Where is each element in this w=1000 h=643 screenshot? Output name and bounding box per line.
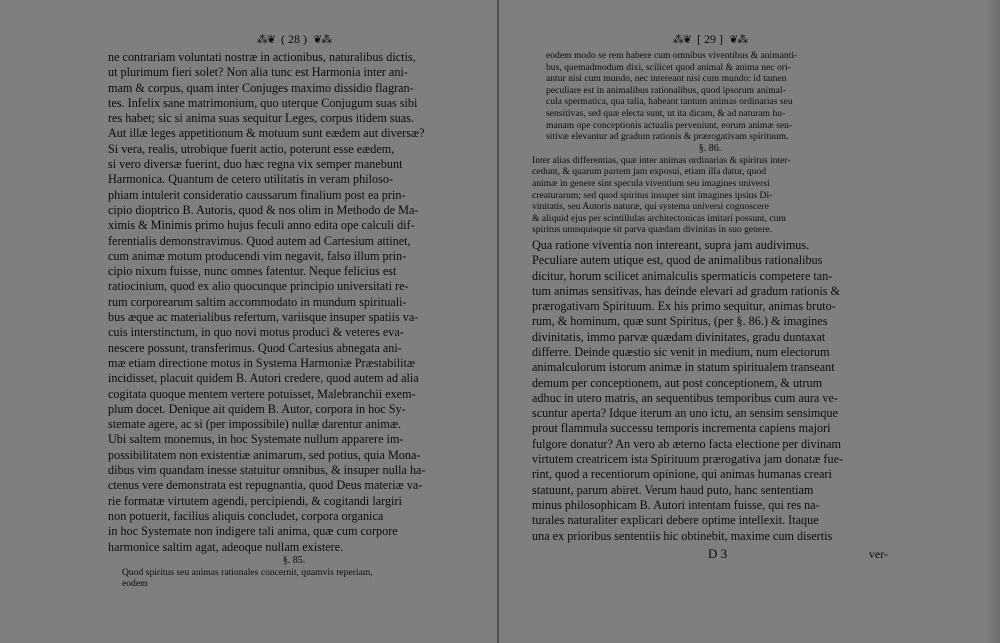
text-line: cipio nixum fuisse, nunc omnes fatentur. Neque felicius est bbox=[108, 264, 397, 279]
section-number: §. 85. bbox=[282, 554, 306, 566]
text-line: una ex prioribus sententiis hic obtinebit, maxime cum disertis bbox=[532, 528, 833, 543]
text-line: minus philosophicam B. Autori intentam fuisse, qui res na- bbox=[532, 497, 820, 512]
page-footer bbox=[532, 546, 888, 562]
text-line: rum corporearum saltim accommodato in mundum spirituali- bbox=[108, 294, 407, 309]
text-line: statuunt, parum abiret. Verum haud puto, hanc sententiam bbox=[532, 482, 814, 497]
text-line: harmonice saltim agat, adeoque nullam existere. bbox=[108, 539, 344, 554]
text-line: dibus vim quandam inesse statuitur omnibus, & insuper nulla ha- bbox=[108, 463, 426, 478]
text-line: vinitatis, seu Autoris naturæ, qui systema universi cognoscere bbox=[532, 201, 769, 213]
right-quote-text-1 bbox=[532, 50, 888, 143]
ornament-left: ⁂❦ bbox=[256, 33, 275, 46]
catchword: ver- bbox=[868, 546, 888, 561]
right-page-header bbox=[532, 30, 888, 48]
ornament-left: ⁂❦ bbox=[672, 33, 691, 46]
text-line: bus æque ac materialibus refertum, variisque insuper spatiis va- bbox=[108, 310, 419, 325]
text-line: cuis interstinctum, in quo novi motus produci & veteres eva- bbox=[108, 325, 404, 340]
text-line: divinitatis, immo parvæ quædam divinitates, gradu duntaxat bbox=[532, 329, 826, 344]
text-line: non potuerit, facilius aliquis concludet, corpora organica bbox=[108, 508, 384, 523]
book-gutter bbox=[497, 0, 499, 643]
page-edge bbox=[986, 0, 1000, 643]
text-line: Inter alias differentias, quæ inter animas ordinarias & spiritus inter- bbox=[532, 154, 791, 166]
text-line: creaturarum; sed quod spiritus insuper sint imagines ipsius Di- bbox=[532, 189, 773, 201]
text-line: si vero diversæ fuerint, duo hæc regna vix semper manebunt bbox=[108, 157, 403, 172]
right-main-text bbox=[532, 238, 888, 544]
text-line: Harmonica. Quantum de cetero utilitatis in veram philoso- bbox=[108, 172, 393, 187]
text-line: eodem bbox=[122, 578, 148, 590]
text-line: Aut illæ leges appetitionum & motuum sunt eædem aut diversæ? bbox=[108, 126, 425, 141]
text-line: cula spermatica, qua talia, habeant tantum animas ordinarias seu bbox=[546, 96, 793, 108]
text-line: Quod spiritus seu animas rationales concernit, quamvis reperiam, bbox=[122, 566, 373, 578]
text-line: animæ in genere sint specula viventium seu imagines universi bbox=[532, 177, 770, 189]
text-line: turales naturaliter explicari debere optime intellexit. Itaque bbox=[532, 513, 819, 528]
text-line: stemate agere, ac si (per impossibile) nullæ darentur animæ. bbox=[108, 417, 402, 432]
left-main-text bbox=[108, 50, 480, 555]
text-line: nescere possunt, transferimus. Quod Cartesius abnegata ani- bbox=[108, 340, 402, 355]
text-line: spiritus unusquisque sit parva quædam divinitas in suo genere. bbox=[532, 224, 773, 236]
ornament-right: ❦⁂ bbox=[729, 33, 748, 46]
text-line: in hoc Systemate non indigere tali anima, quæ cum corpore bbox=[108, 524, 398, 539]
text-line: ratiocinium, quod ex alio quocunque principio universitati re- bbox=[108, 279, 409, 294]
text-line: ferentialis demonstravimus. Quod autem ad Cartesium attinet, bbox=[108, 233, 411, 248]
text-line: cogitata quoque mentem vertere potuisset, Malebranchii exem- bbox=[108, 386, 416, 401]
text-line: Si vera, realis, utrobique fuerit actio, poterunt esse eædem, bbox=[108, 141, 395, 156]
text-line: cipio dioptrico B. Autoris, quod & nos olim in Methodo de Ma- bbox=[108, 202, 419, 217]
text-line: sitivæ elevantur ad gradum rationis & prærogativam spirituum. bbox=[546, 131, 789, 143]
text-line: cedunt, & quarum partem jam exposui, etiam illa datur, quod bbox=[532, 166, 767, 178]
text-line: res habet; sic si anima suas sequitur Leges, corpus itidem suas. bbox=[108, 111, 414, 126]
text-line: antur nisi cum mundo, nec intereant nisi cum mundo: id tamen bbox=[546, 73, 787, 85]
text-line: rint, quod a recentiorum opinione, qui animas humanas creari bbox=[532, 467, 832, 482]
text-line: manam ope conceptionis actualis perveniunt, eorum animæ sen- bbox=[546, 119, 793, 131]
text-line: ne contrariam voluntati nostræ in actionibus, naturalibus dictis, bbox=[108, 50, 416, 64]
text-line: Qua ratione viventia non intereant, supra jam audivimus. bbox=[532, 237, 810, 252]
text-line: ctenus vere demonstrata est repugnantia, quod Deus materiæ va- bbox=[108, 478, 423, 493]
text-line: Ubi saltem monemus, in hoc Systemate nullum apparere im- bbox=[108, 432, 404, 447]
right-quote-text-2 bbox=[532, 155, 888, 236]
text-line: ximis & Minimis primo hujus feculi anno edita ope calculi dif- bbox=[108, 218, 415, 233]
text-line: Peculiare autem utique est, quod de animalibus rationalibus bbox=[532, 253, 823, 268]
text-line: ut plurimum fieri solet? Non alia tunc est Harmonia inter ani- bbox=[108, 65, 408, 80]
text-line: sensitivas, sed quæ electa sunt, ut ita dicam, & ad naturam hu- bbox=[546, 107, 786, 119]
text-line: eodem modo se rem habere cum omnibus viventibus & animanti- bbox=[546, 50, 798, 61]
page-number: ( 28 ) bbox=[281, 31, 307, 46]
text-line: prærogativam Spirituum. Ex his primo sequitur, animas bruto- bbox=[532, 299, 836, 314]
text-line: rie formatæ virtutem agendi, percipiendi, & cogitandi largiri bbox=[108, 493, 402, 508]
text-line: phiam intulerit consideratio caussarum finalium post ea prin- bbox=[108, 187, 406, 202]
text-line: possibilitatem non existentiæ animarum, sed potius, quia Mona- bbox=[108, 447, 421, 462]
text-line: virtutem creatricem ista Spirituum prærogativa jam donatæ fue- bbox=[532, 452, 844, 467]
text-line: dicitur, horum scilicet animalculis spermaticis competere tan- bbox=[532, 268, 833, 283]
text-line: bus, quemadmodum dixi, scilicet quod animal & anima nec ori- bbox=[546, 61, 791, 73]
text-line: tum animas sensitivas, has deinde elevari ad gradum rationis & bbox=[532, 283, 840, 298]
text-line: mam & corpus, quam inter Conjuges maximo dissidio flagran- bbox=[108, 80, 414, 95]
text-line: & aliquid ejus per scintillulas architectonicas imitari possunt, cum bbox=[532, 212, 786, 224]
section-number: §. 86. bbox=[698, 142, 722, 154]
text-line: adhuc in utero matris, an sequentibus temporibus cum aura ve- bbox=[532, 390, 838, 405]
text-line: plum docet. Denique ait quidem B. Autor, corpora in hoc Sy- bbox=[108, 401, 406, 416]
text-line: mæ etiam directione motus in Systema Harmoniæ Præstabilitæ bbox=[108, 355, 416, 370]
right-page bbox=[532, 30, 888, 562]
text-line: fulgore donatur? An vero ab æterno facta electione per divinam bbox=[532, 436, 841, 451]
text-line: incidisset, placuit quidem B. Autori credere, quod autem ad alia bbox=[108, 371, 419, 386]
left-footnote-text bbox=[108, 567, 480, 590]
page-number: [ 29 ] bbox=[697, 31, 723, 46]
text-line: prout flammula successu temporis incrementa capiens majori bbox=[532, 421, 831, 436]
left-page-header bbox=[108, 30, 480, 48]
signature-mark: D 3 bbox=[708, 545, 728, 561]
text-line: animalculorum istorum animæ in statum spiritualem transeant bbox=[532, 360, 835, 375]
text-line: differre. Deinde quæstio sic venit in medium, num electorum bbox=[532, 344, 830, 359]
ornament-right: ❦⁂ bbox=[313, 33, 332, 46]
text-line: peculiare est in animalibus rationalibus, quod ipsorum animal- bbox=[546, 84, 786, 96]
left-page bbox=[108, 30, 480, 590]
text-line: tes. Infelix sane matrimonium, quo uterque Conjugum suas sibi bbox=[108, 95, 418, 110]
text-line: cum animæ motum producendi vim negavit, falso illum prin- bbox=[108, 248, 407, 263]
text-line: rum, & hominum, quæ sunt Spiritus, (per §. 86.) & imagines bbox=[532, 314, 828, 329]
text-line: scuntur aperta? Idque iterum an uno ictu, an sensim sensimque bbox=[532, 406, 838, 421]
text-line: demum per conceptionem, aut post conceptionem, & utrum bbox=[532, 375, 823, 390]
